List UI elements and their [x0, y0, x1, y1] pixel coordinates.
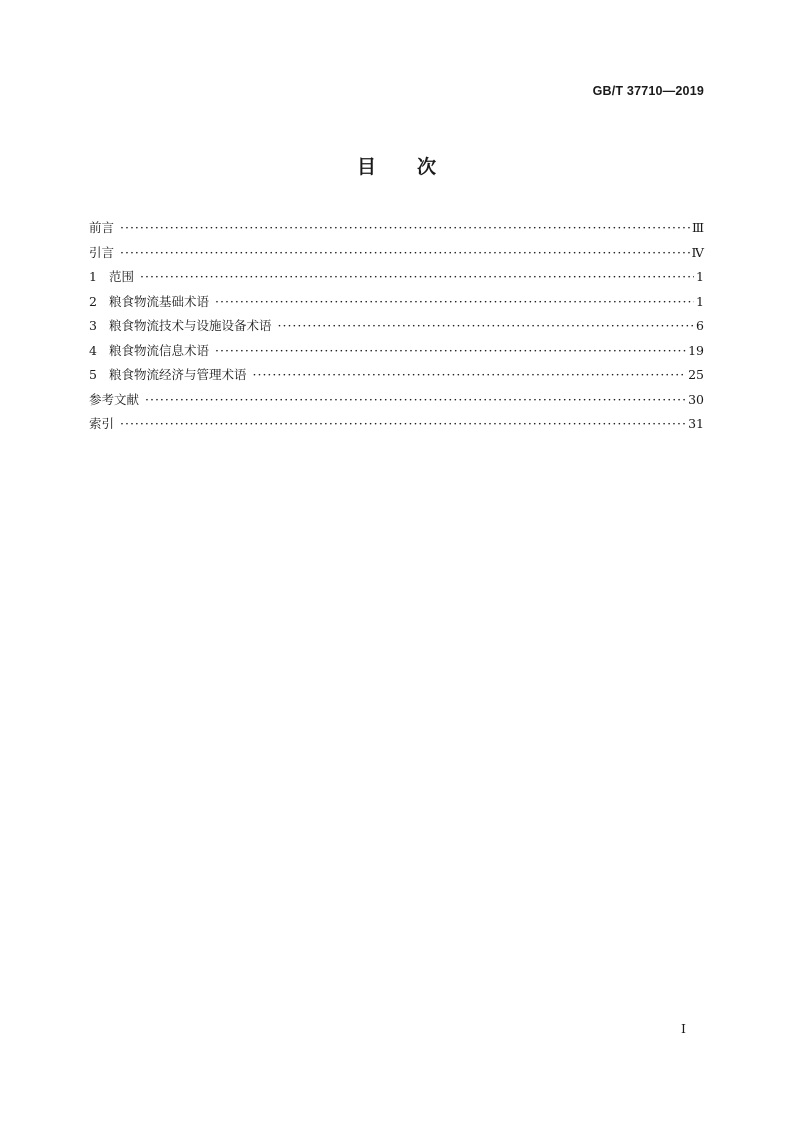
page-title	[0, 152, 794, 179]
toc-entry-page: 6	[696, 318, 704, 333]
toc-entry-text: 粮食物流信息术语	[109, 342, 210, 358]
toc-entry-number: 1	[89, 269, 97, 284]
toc-entry-number: 5	[89, 367, 97, 382]
toc-entry-page: 19	[688, 342, 704, 358]
toc-dot-leader	[215, 339, 686, 364]
toc-entry-text: 引言	[89, 244, 115, 260]
page-title-part2: 次	[417, 156, 438, 178]
toc-entry-text: 粮食物流经济与管理术语	[109, 367, 247, 382]
toc-entry-text: 参考文献	[89, 391, 140, 407]
toc-entry-text: 前言	[89, 220, 115, 235]
toc-dot-leader	[120, 216, 690, 241]
standard-number: GB/T 37710—2019	[592, 84, 704, 98]
toc-entry-page: 1	[696, 293, 704, 309]
toc-entry-text: 索引	[89, 416, 115, 431]
toc-entry-page: 25	[688, 367, 704, 382]
toc-entry-text: 粮食物流基础术语	[109, 293, 210, 309]
toc-entry-page: 31	[688, 416, 704, 431]
page-title-part1: 目	[356, 156, 377, 178]
toc-entry-page: Ⅳ	[691, 244, 704, 260]
page-number: Ⅰ	[681, 1021, 686, 1036]
toc-entry-information-terms[interactable]	[89, 339, 704, 364]
toc-entry-bibliography[interactable]	[89, 388, 704, 413]
toc-entry-page: 30	[688, 391, 704, 407]
toc-entry-page: Ⅲ	[691, 220, 704, 235]
toc-entry-number: 2	[89, 293, 97, 309]
toc-entry-number: 4	[89, 342, 97, 358]
toc-dot-leader	[278, 314, 695, 339]
toc-entry-page: 1	[696, 269, 704, 284]
toc-entry-basic-terms[interactable]	[89, 290, 704, 315]
toc-entry-technology-terms[interactable]	[89, 314, 704, 339]
toc-entry-introduction[interactable]	[89, 241, 704, 266]
toc-dot-leader	[120, 412, 686, 437]
toc-entry-foreword[interactable]	[89, 216, 704, 241]
toc-dot-leader	[120, 241, 689, 266]
toc-entry-text: 范围	[109, 269, 135, 284]
toc-dot-leader	[215, 290, 694, 315]
table-of-contents	[89, 216, 704, 437]
toc-dot-leader	[145, 388, 686, 413]
toc-dot-leader	[140, 265, 694, 290]
toc-entry-number: 3	[89, 318, 97, 333]
toc-entry-economics-terms[interactable]	[89, 363, 704, 388]
toc-entry-scope[interactable]	[89, 265, 704, 290]
toc-dot-leader	[253, 363, 687, 388]
toc-entry-text: 粮食物流技术与设施设备术语	[109, 318, 272, 333]
toc-entry-index[interactable]	[89, 412, 704, 437]
